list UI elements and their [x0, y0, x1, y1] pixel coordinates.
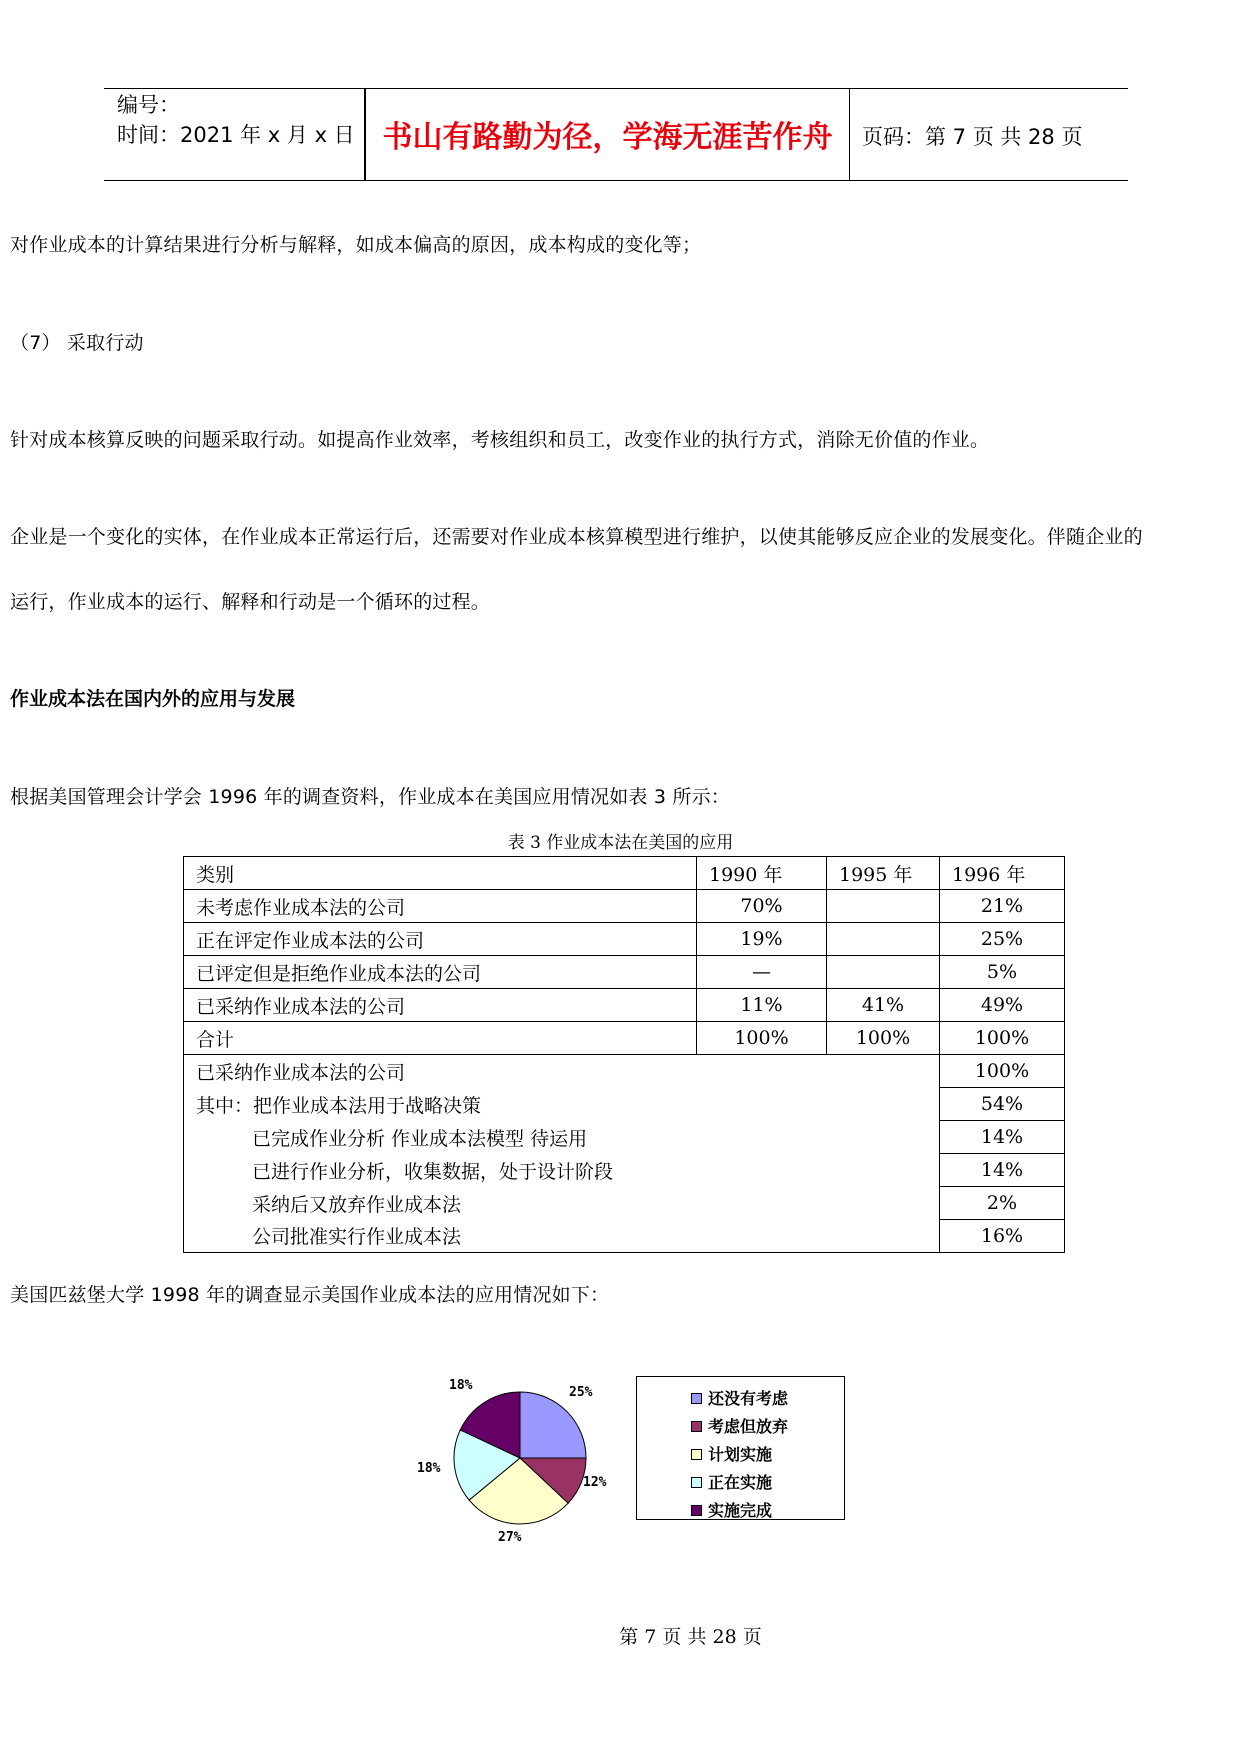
- table-row: [184, 1088, 1065, 1121]
- table-cell: 16%: [940, 1220, 1065, 1253]
- paragraph-maintenance-1: 企业是一个变化的实体，在作业成本正常运行后，还需要对作业成本核算模型进行维护，以使其能够反应企业的发展变化。伴随企业的: [10, 526, 1143, 548]
- table-cell: [827, 956, 940, 989]
- abc-usage-table: [183, 856, 1065, 1253]
- header-1996: 1996 年: [940, 857, 1065, 890]
- pie-slice-0: [520, 1392, 586, 1458]
- pie-label-2: 27%: [498, 1530, 522, 1545]
- table-cell: 已采纳作业成本法的公司: [184, 1055, 940, 1088]
- table-row: [184, 989, 1065, 1022]
- paragraph-step-7: （7） 采取行动: [10, 332, 144, 354]
- table-cell: 已采纳作业成本法的公司: [184, 989, 697, 1022]
- table-row: [184, 1154, 1065, 1187]
- table-cell: 54%: [940, 1088, 1065, 1121]
- header-top-rule: [104, 88, 1128, 89]
- pie-label-1: 12%: [583, 1475, 607, 1490]
- table-row: [184, 1187, 1065, 1220]
- pie-legend: [636, 1376, 845, 1520]
- table-row: [184, 1055, 1065, 1088]
- table-cell: 100%: [940, 1055, 1065, 1088]
- table-row: [184, 1220, 1065, 1253]
- legend-swatch-2: [691, 1449, 702, 1460]
- table-cell: 5%: [940, 956, 1065, 989]
- table-cell: 21%: [940, 890, 1065, 923]
- table-cell: 70%: [697, 890, 827, 923]
- legend-item-0: 还没有考虑: [708, 1389, 789, 1408]
- pie-label-4: 18%: [449, 1378, 473, 1393]
- table-cell: 14%: [940, 1121, 1065, 1154]
- table-cell: [827, 890, 940, 923]
- paragraph-survey-1996: 根据美国管理会计学会 1996 年的调查资料，作业成本在美国应用情况如表 3 所示：: [10, 786, 731, 808]
- header-meta: [117, 90, 355, 150]
- pie-chart: [440, 1378, 600, 1538]
- table-cell: 其中：把作业成本法用于战略决策: [184, 1088, 940, 1121]
- table-caption: 表 3 作业成本法在美国的应用: [507, 833, 734, 853]
- table-cell: 已评定但是拒绝作业成本法的公司: [184, 956, 697, 989]
- table-cell: 合计: [184, 1022, 697, 1055]
- pie-label-0: 25%: [569, 1385, 593, 1400]
- table-cell: 41%: [827, 989, 940, 1022]
- header-time: 时间：2021 年 x 月 x 日: [117, 123, 355, 147]
- legend-swatch-1: [691, 1421, 702, 1432]
- header-page-number: 页码：第 7 页 共 28 页: [862, 125, 1083, 149]
- paragraph-action: 针对成本核算反映的问题采取行动。如提高作业效率，考核组织和员工，改变作业的执行方式，消除无价值的作业。: [10, 429, 990, 451]
- table-cell: 19%: [697, 923, 827, 956]
- legend-swatch-0: [691, 1393, 702, 1404]
- table-cell: 公司批准实行作业成本法: [184, 1220, 940, 1253]
- table-cell: 采纳后又放弃作业成本法: [184, 1187, 940, 1220]
- table-row: [184, 956, 1065, 989]
- legend-swatch-3: [691, 1477, 702, 1488]
- legend-swatch-4: [691, 1505, 702, 1516]
- header-1995: 1995 年: [827, 857, 940, 890]
- table-row: [184, 923, 1065, 956]
- table-cell: 100%: [827, 1022, 940, 1055]
- paragraph-maintenance-2: 运行，作业成本的运行、解释和行动是一个循环的过程。: [10, 591, 491, 613]
- table-cell: 14%: [940, 1154, 1065, 1187]
- table-cell: 2%: [940, 1187, 1065, 1220]
- table-cell: 已完成作业分析 作业成本法模型 待运用: [184, 1121, 940, 1154]
- table-cell: 11%: [697, 989, 827, 1022]
- table-header-row: [184, 857, 1065, 890]
- header-category: 类别: [184, 857, 697, 890]
- legend-item-2: 计划实施: [708, 1445, 773, 1464]
- table-row: [184, 890, 1065, 923]
- table-cell: 未考虑作业成本法的公司: [184, 890, 697, 923]
- pie-label-3: 18%: [417, 1461, 441, 1476]
- page-footer: 第 7 页 共 28 页: [619, 1626, 762, 1648]
- table-row: [184, 1121, 1065, 1154]
- section-heading: 作业成本法在国内外的应用与发展: [10, 688, 296, 710]
- table-cell: —: [697, 956, 827, 989]
- header-bottom-rule: [104, 180, 1128, 181]
- table-cell: 100%: [697, 1022, 827, 1055]
- table-cell: 100%: [940, 1022, 1065, 1055]
- table-cell: [827, 923, 940, 956]
- legend-item-3: 正在实施: [708, 1473, 773, 1492]
- table-cell: 25%: [940, 923, 1065, 956]
- legend-item-1: 考虑但放弃: [708, 1417, 789, 1436]
- table-cell: 正在评定作业成本法的公司: [184, 923, 697, 956]
- table-row-total: [184, 1022, 1065, 1055]
- table-cell: 49%: [940, 989, 1065, 1022]
- header-motto: 书山有路勤为径，学海无涯苦作舟: [382, 120, 833, 155]
- legend-item-4: 实施完成: [708, 1501, 773, 1520]
- paragraph-survey-1998: 美国匹兹堡大学 1998 年的调查显示美国作业成本法的应用情况如下：: [10, 1284, 610, 1306]
- header-number: 编号：: [117, 93, 180, 117]
- header-1990: 1990 年: [697, 857, 827, 890]
- paragraph-analysis: 对作业成本的计算结果进行分析与解释，如成本偏高的原因，成本构成的变化等；: [10, 234, 702, 256]
- table-cell: 已进行作业分析，收集数据，处于设计阶段: [184, 1154, 940, 1187]
